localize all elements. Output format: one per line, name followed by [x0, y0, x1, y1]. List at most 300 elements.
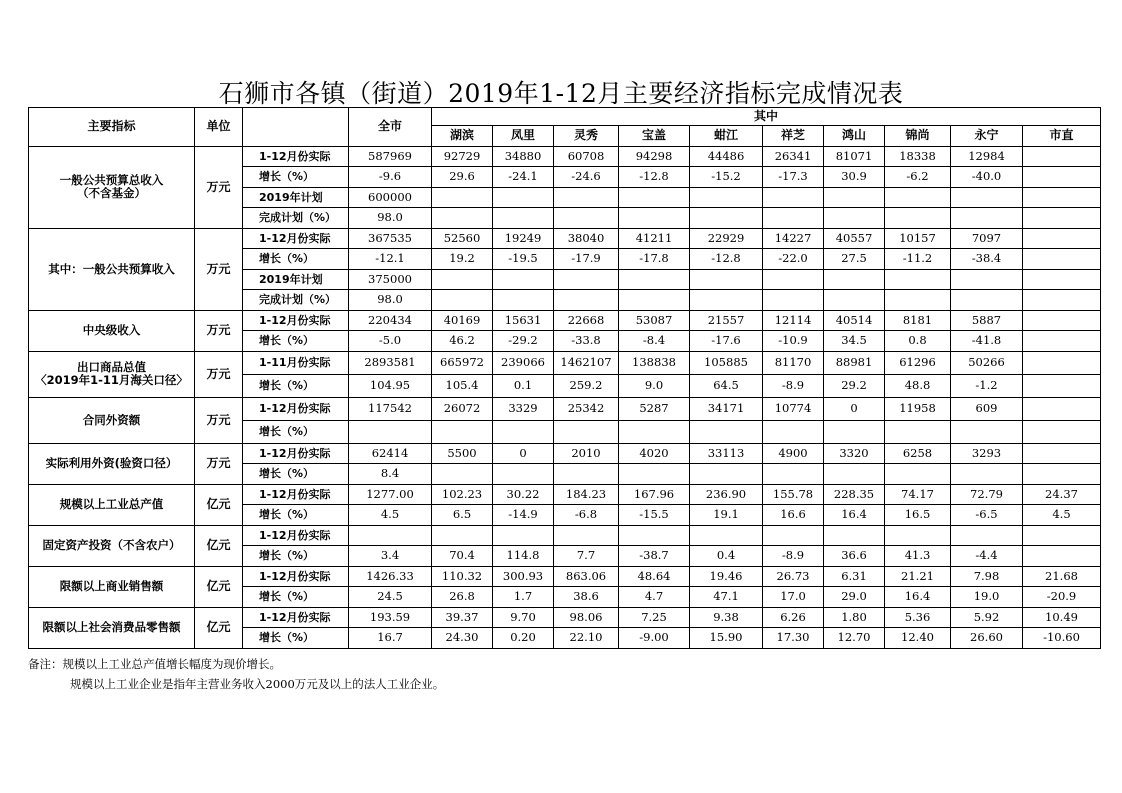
town-value: -8.9: [763, 546, 824, 567]
town-value: [763, 525, 824, 546]
town-value: [1023, 374, 1101, 397]
town-value: 5.92: [951, 607, 1023, 628]
indicator-unit: 万元: [195, 228, 243, 310]
indicator-unit: 万元: [195, 146, 243, 228]
town-value: -12.8: [619, 167, 690, 188]
town-value: 29.0: [824, 587, 885, 608]
town-value: [824, 420, 885, 443]
indicator-table: [28, 107, 1101, 649]
table-row: [29, 397, 1101, 420]
town-value: -14.9: [493, 505, 554, 526]
town-value: 300.93: [493, 566, 554, 587]
row-label: 1-12月份实际: [243, 566, 349, 587]
town-value: 50266: [951, 351, 1023, 374]
town-value: 40169: [432, 310, 493, 331]
total-value: 1426.33: [349, 566, 432, 587]
row-label: 增长（%）: [243, 420, 349, 443]
note-line-2: 规模以上工业企业是指年主营业务收入2000万元及以上的法人工业企业。: [70, 677, 445, 691]
town-value: -8.4: [619, 331, 690, 352]
town-value: -15.5: [619, 505, 690, 526]
town-value: 12114: [763, 310, 824, 331]
header-blank: [243, 108, 349, 147]
town-value: 92729: [432, 146, 493, 167]
town-value: 3329: [493, 397, 554, 420]
town-value: 8181: [885, 310, 951, 331]
town-value: [824, 525, 885, 546]
header-unit: 单位: [195, 108, 243, 147]
town-value: 4020: [619, 443, 690, 464]
town-value: -24.6: [554, 167, 619, 188]
indicator-unit: 万元: [195, 310, 243, 351]
town-value: [1023, 397, 1101, 420]
indicator-unit: 亿元: [195, 607, 243, 648]
town-value: 24.30: [432, 628, 493, 649]
town-value: 665972: [432, 351, 493, 374]
town-value: 19.46: [690, 566, 763, 587]
town-value: [824, 269, 885, 290]
town-value: 1.80: [824, 607, 885, 628]
town-value: 48.64: [619, 566, 690, 587]
indicator-name-line: 限额以上社会消费品零售额: [42, 620, 181, 634]
indicator-name-line: 固定资产投资（不含农户）: [42, 538, 181, 552]
total-value: 367535: [349, 228, 432, 249]
row-label: 增长（%）: [243, 374, 349, 397]
town-value: 26.60: [951, 628, 1023, 649]
indicator-name-line: 〈2019年1-11月海关口径〉: [35, 373, 188, 387]
total-value: 24.5: [349, 587, 432, 608]
town-value: 36.6: [824, 546, 885, 567]
indicator-unit: 万元: [195, 397, 243, 443]
town-value: [493, 187, 554, 208]
town-value: 0.8: [885, 331, 951, 352]
total-value: 104.95: [349, 374, 432, 397]
town-value: [885, 290, 951, 311]
town-value: 239066: [493, 351, 554, 374]
town-value: [763, 187, 824, 208]
town-value: -40.0: [951, 167, 1023, 188]
town-value: 34.5: [824, 331, 885, 352]
header-total: 全市: [349, 108, 432, 147]
header-town: 鸿山: [824, 126, 885, 147]
town-value: 167.96: [619, 484, 690, 505]
town-value: 17.30: [763, 628, 824, 649]
town-value: [554, 269, 619, 290]
indicator-name: [29, 566, 195, 607]
town-value: 5287: [619, 397, 690, 420]
indicator-unit: 亿元: [195, 484, 243, 525]
town-value: [619, 290, 690, 311]
total-value: -9.6: [349, 167, 432, 188]
town-value: 53087: [619, 310, 690, 331]
town-value: 1.7: [493, 587, 554, 608]
row-label: 1-12月份实际: [243, 443, 349, 464]
indicator-name: [29, 607, 195, 648]
town-value: 17.0: [763, 587, 824, 608]
town-value: 41.3: [885, 546, 951, 567]
town-value: [432, 208, 493, 229]
town-value: [763, 269, 824, 290]
town-value: 64.5: [690, 374, 763, 397]
town-value: -9.00: [619, 628, 690, 649]
town-value: [824, 290, 885, 311]
total-value: 220434: [349, 310, 432, 331]
town-value: [1023, 167, 1101, 188]
town-value: -15.2: [690, 167, 763, 188]
header-town: 灵秀: [554, 126, 619, 147]
town-value: [554, 420, 619, 443]
town-value: 12.40: [885, 628, 951, 649]
town-value: [1023, 443, 1101, 464]
town-value: 34171: [690, 397, 763, 420]
total-value: 8.4: [349, 464, 432, 485]
total-value: 587969: [349, 146, 432, 167]
town-value: [493, 208, 554, 229]
town-value: [690, 269, 763, 290]
town-value: [690, 208, 763, 229]
town-value: [951, 208, 1023, 229]
town-value: 5500: [432, 443, 493, 464]
town-value: 12984: [951, 146, 1023, 167]
town-value: [493, 420, 554, 443]
town-value: 7097: [951, 228, 1023, 249]
town-value: [1023, 228, 1101, 249]
town-value: 0.1: [493, 374, 554, 397]
town-value: [824, 187, 885, 208]
town-value: -17.9: [554, 249, 619, 270]
table-body: [29, 146, 1101, 648]
town-value: [951, 269, 1023, 290]
indicator-name: [29, 146, 195, 228]
town-value: [690, 420, 763, 443]
total-value: 62414: [349, 443, 432, 464]
town-value: 18338: [885, 146, 951, 167]
total-value: 4.5: [349, 505, 432, 526]
indicator-name: [29, 525, 195, 566]
town-value: 9.70: [493, 607, 554, 628]
town-value: [554, 187, 619, 208]
town-value: [885, 464, 951, 485]
table-row: [29, 566, 1101, 587]
town-value: 7.98: [951, 566, 1023, 587]
indicator-name-line: （不含基金）: [77, 186, 146, 200]
town-value: [493, 290, 554, 311]
town-value: 155.78: [763, 484, 824, 505]
town-value: [619, 269, 690, 290]
header-indicator: 主要指标: [29, 108, 195, 147]
town-value: 102.23: [432, 484, 493, 505]
town-value: 105885: [690, 351, 763, 374]
indicator-unit: 亿元: [195, 525, 243, 566]
row-label: 2019年计划: [243, 187, 349, 208]
town-value: [1023, 420, 1101, 443]
town-value: [1023, 146, 1101, 167]
town-value: [1023, 546, 1101, 567]
town-value: 6.31: [824, 566, 885, 587]
town-value: 81170: [763, 351, 824, 374]
town-value: 0.20: [493, 628, 554, 649]
town-value: 22668: [554, 310, 619, 331]
town-value: 41211: [619, 228, 690, 249]
town-value: 6.5: [432, 505, 493, 526]
town-value: -20.9: [1023, 587, 1101, 608]
town-value: 105.4: [432, 374, 493, 397]
town-value: [619, 464, 690, 485]
town-value: [951, 420, 1023, 443]
town-value: 25342: [554, 397, 619, 420]
indicator-name-line: 实际利用外资(验资口径）: [45, 456, 178, 470]
town-value: [432, 525, 493, 546]
town-value: 14227: [763, 228, 824, 249]
town-value: 70.4: [432, 546, 493, 567]
town-value: [1023, 269, 1101, 290]
town-value: 26.73: [763, 566, 824, 587]
town-value: 27.5: [824, 249, 885, 270]
town-value: [763, 420, 824, 443]
row-label: 1-11月份实际: [243, 351, 349, 374]
town-value: 2010: [554, 443, 619, 464]
town-value: 38040: [554, 228, 619, 249]
town-value: 16.4: [885, 587, 951, 608]
town-value: [824, 208, 885, 229]
town-value: 29.2: [824, 374, 885, 397]
row-label: 完成计划（%）: [243, 290, 349, 311]
town-value: 10.49: [1023, 607, 1101, 628]
town-value: [763, 290, 824, 311]
town-value: 47.1: [690, 587, 763, 608]
town-value: 184.23: [554, 484, 619, 505]
town-value: 0: [493, 443, 554, 464]
town-value: 4900: [763, 443, 824, 464]
indicator-name-line: 中央级收入: [82, 323, 141, 337]
indicator-name: [29, 443, 195, 484]
town-value: 40514: [824, 310, 885, 331]
total-value: 2893581: [349, 351, 432, 374]
town-value: 81071: [824, 146, 885, 167]
total-value: [349, 420, 432, 443]
town-value: 94298: [619, 146, 690, 167]
town-value: [619, 187, 690, 208]
town-value: -8.9: [763, 374, 824, 397]
town-value: 39.37: [432, 607, 493, 628]
town-value: [1023, 249, 1101, 270]
town-value: [1023, 351, 1101, 374]
town-value: [1023, 525, 1101, 546]
town-value: -38.7: [619, 546, 690, 567]
town-value: -6.8: [554, 505, 619, 526]
table-row: [29, 525, 1101, 546]
town-value: [493, 269, 554, 290]
town-value: 33113: [690, 443, 763, 464]
town-value: [619, 420, 690, 443]
town-value: 6258: [885, 443, 951, 464]
town-value: 138838: [619, 351, 690, 374]
row-label: 1-12月份实际: [243, 525, 349, 546]
town-value: 21.68: [1023, 566, 1101, 587]
indicator-name-line: 规模以上工业总产值: [59, 497, 164, 511]
indicator-name: [29, 310, 195, 351]
town-value: 15631: [493, 310, 554, 331]
town-value: -24.1: [493, 167, 554, 188]
town-value: 60708: [554, 146, 619, 167]
town-value: 3293: [951, 443, 1023, 464]
header-town: 湖滨: [432, 126, 493, 147]
town-value: 44486: [690, 146, 763, 167]
town-value: 9.38: [690, 607, 763, 628]
town-value: [554, 208, 619, 229]
town-value: [1023, 208, 1101, 229]
indicator-name-line: 合同外资额: [82, 412, 141, 427]
indicator-name: [29, 397, 195, 443]
town-value: -17.6: [690, 331, 763, 352]
town-value: [690, 464, 763, 485]
town-value: 5.36: [885, 607, 951, 628]
town-value: [951, 525, 1023, 546]
town-value: 15.90: [690, 628, 763, 649]
town-value: 4.5: [1023, 505, 1101, 526]
total-value: 98.0: [349, 290, 432, 311]
row-label: 增长（%）: [243, 505, 349, 526]
table-row: [29, 484, 1101, 505]
town-value: [554, 525, 619, 546]
row-label: 增长（%）: [243, 249, 349, 270]
town-value: [885, 187, 951, 208]
town-value: 1462107: [554, 351, 619, 374]
town-value: 114.8: [493, 546, 554, 567]
town-value: 6.26: [763, 607, 824, 628]
town-value: [554, 290, 619, 311]
row-label: 1-12月份实际: [243, 607, 349, 628]
town-value: -10.60: [1023, 628, 1101, 649]
indicator-name-line: 出口商品总值: [77, 360, 146, 374]
town-value: [885, 420, 951, 443]
town-value: 40557: [824, 228, 885, 249]
town-value: 11958: [885, 397, 951, 420]
row-label: 增长（%）: [243, 331, 349, 352]
header-town: 祥芝: [763, 126, 824, 147]
total-value: 193.59: [349, 607, 432, 628]
row-label: 完成计划（%）: [243, 208, 349, 229]
town-value: 228.35: [824, 484, 885, 505]
town-value: 19.1: [690, 505, 763, 526]
town-value: 609: [951, 397, 1023, 420]
note-line-1: 备注：规模以上工业总产值增长幅度为现价增长。: [28, 657, 281, 671]
town-value: -6.5: [951, 505, 1023, 526]
town-value: 0.4: [690, 546, 763, 567]
indicator-unit: 万元: [195, 443, 243, 484]
row-label: 1-12月份实际: [243, 310, 349, 331]
total-value: 600000: [349, 187, 432, 208]
total-value: 3.4: [349, 546, 432, 567]
table-row: [29, 443, 1101, 464]
header-group: 其中: [432, 108, 1101, 126]
town-value: -12.8: [690, 249, 763, 270]
total-value: 98.0: [349, 208, 432, 229]
page-title: 石狮市各镇（街道）2019年1-12月主要经济指标完成情况表: [218, 79, 904, 108]
row-label: 1-12月份实际: [243, 484, 349, 505]
town-value: 61296: [885, 351, 951, 374]
indicator-name-line: 限额以上商业销售额: [59, 579, 164, 593]
town-value: [690, 290, 763, 311]
total-value: [349, 525, 432, 546]
indicator-name-line: 一般公共预算总收入: [59, 173, 164, 187]
header-town: 永宁: [951, 126, 1023, 147]
town-value: [885, 525, 951, 546]
town-value: 16.4: [824, 505, 885, 526]
town-value: -19.5: [493, 249, 554, 270]
town-value: [763, 208, 824, 229]
town-value: 4.7: [619, 587, 690, 608]
town-value: 30.22: [493, 484, 554, 505]
town-value: 236.90: [690, 484, 763, 505]
town-value: [690, 187, 763, 208]
town-value: 52560: [432, 228, 493, 249]
town-value: [951, 290, 1023, 311]
town-value: 46.2: [432, 331, 493, 352]
town-value: 110.32: [432, 566, 493, 587]
town-value: -41.8: [951, 331, 1023, 352]
town-value: [619, 208, 690, 229]
indicator-unit: 亿元: [195, 566, 243, 607]
town-value: 3320: [824, 443, 885, 464]
header-town: 锦尚: [885, 126, 951, 147]
row-label: 2019年计划: [243, 269, 349, 290]
row-label: 1-12月份实际: [243, 228, 349, 249]
town-value: 10157: [885, 228, 951, 249]
town-value: -38.4: [951, 249, 1023, 270]
town-value: [432, 464, 493, 485]
town-value: 34880: [493, 146, 554, 167]
town-value: 7.7: [554, 546, 619, 567]
header-town: 蚶江: [690, 126, 763, 147]
town-value: 21.21: [885, 566, 951, 587]
indicator-unit: 万元: [195, 351, 243, 397]
indicator-name: [29, 484, 195, 525]
town-value: -29.2: [493, 331, 554, 352]
town-value: [951, 187, 1023, 208]
town-value: -22.0: [763, 249, 824, 270]
town-value: 16.6: [763, 505, 824, 526]
town-value: -11.2: [885, 249, 951, 270]
town-value: -1.2: [951, 374, 1023, 397]
row-label: 增长（%）: [243, 167, 349, 188]
town-value: [1023, 331, 1101, 352]
town-value: 19249: [493, 228, 554, 249]
town-value: -4.4: [951, 546, 1023, 567]
town-value: -10.9: [763, 331, 824, 352]
town-value: 863.06: [554, 566, 619, 587]
row-label: 增长（%）: [243, 464, 349, 485]
table-row: [29, 607, 1101, 628]
total-value: -5.0: [349, 331, 432, 352]
town-value: 22.10: [554, 628, 619, 649]
town-value: 16.5: [885, 505, 951, 526]
table-row: [29, 228, 1101, 249]
town-value: [493, 464, 554, 485]
town-value: [432, 420, 493, 443]
town-value: 98.06: [554, 607, 619, 628]
town-value: 12.70: [824, 628, 885, 649]
town-value: -33.8: [554, 331, 619, 352]
town-value: 19.2: [432, 249, 493, 270]
total-value: -12.1: [349, 249, 432, 270]
town-value: 26072: [432, 397, 493, 420]
town-value: [1023, 187, 1101, 208]
header-row-1: [29, 108, 1101, 126]
town-value: [951, 464, 1023, 485]
town-value: 48.8: [885, 374, 951, 397]
town-value: [554, 464, 619, 485]
town-value: [1023, 290, 1101, 311]
